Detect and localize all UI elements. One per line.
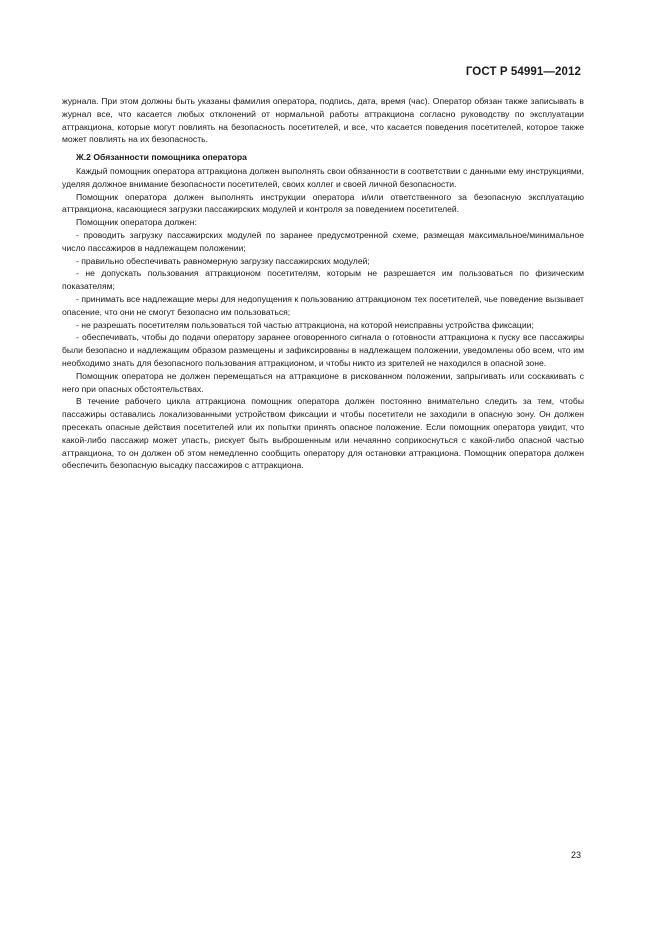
list-item: - обеспечивать, чтобы до подачи оператору заранее оговоренного сигнала о готовности аттракциона к пуску все пассажиры были безопасно и надлежащим образом размещены и зафиксированы в надлежащем положении, уведомлены обо всем, что им необходимо знать для безопасного пользования аттракционом, и чтобы никто из зрителей не находился в опасной зоне.: [62, 332, 584, 368]
list-item: - правильно обеспечивать равномерную загрузку пассажирских модулей;: [76, 255, 370, 266]
paragraph: Помощник оператора должен:: [76, 217, 197, 228]
paragraph: Помощник оператора должен выполнять инструкции оператора и/или ответственного за безопасную эксплуатацию аттракциона, касающиеся загрузки пассажирских модулей и контроля за поведением посетителей.: [62, 191, 584, 215]
paragraph: Каждый помощник оператора аттракциона должен выполнять свои обязанности в соответствии с данными ему инструкциями, уделяя должное внимание безопасности посетителей, своих коллег и своей личной безопасности.: [62, 165, 584, 189]
page-number: 23: [570, 850, 581, 860]
body-text: [62, 95, 584, 472]
list-item: - принимать все надлежащие меры для недопущения к пользованию аттракционом тех посетителей, чье поведение вызывает опасение, что они не смогут безопасно им пользоваться;: [62, 293, 584, 317]
list-item: - проводить загрузку пассажирских модулей по заранее предусмотренной схеме, размещая максимальное/минимальное число пассажиров в надлежащем положении;: [62, 229, 584, 253]
list-item: - не допускать пользования аттракционом посетителям, которым не разрешается им пользоваться по физическим показателям;: [62, 268, 584, 292]
document-code-header: ГОСТ Р 54991—2012: [465, 66, 581, 78]
paragraph-journal: журнала. При этом должны быть указаны фамилия оператора, подпись, дата, время (час). Оператор обязан также записывать в журнал все, что касается любых отклонений от нормальной работы аттракциона согласно руководству по эксплуатации аттракциона, которые могут повлиять на безопасность посетителей, и все, что касается поведения посетителей, которое также может повлиять на их безопасность.: [62, 96, 584, 145]
paragraph: В течение рабочего цикла аттракциона помощник оператора должен постоянно внимательно следить за тем, чтобы пассажиры оставались локализованными устройством фиксации и чтобы посетители не заходили в опасную зону. Он должен пресекать опасные действия посетителей или их попытки принять опасное положение. Если помощник оператора увидит, что какой-либо пассажир может упасть, рискует быть выброшенным или нечаянно соприкоснуться с какой-либо опасной частью аттракциона, то он должен об этом немедленно сообщить оператору для остановки аттракциона. Помощник оператора должен обеспечить безопасную высадку пассажиров с аттракциона.: [62, 396, 584, 471]
list-item: - не разрешать посетителям пользоваться той частью аттракциона, на которой неисправны устройства фиксации;: [76, 319, 534, 330]
paragraph: Помощник оператора не должен перемещаться на аттракционе в рискованном положении, запрыгивать или соскакивать с него при опасных обстоятельствах.: [62, 370, 584, 394]
section-heading: Ж.2 Обязанности помощника оператора: [76, 152, 247, 163]
